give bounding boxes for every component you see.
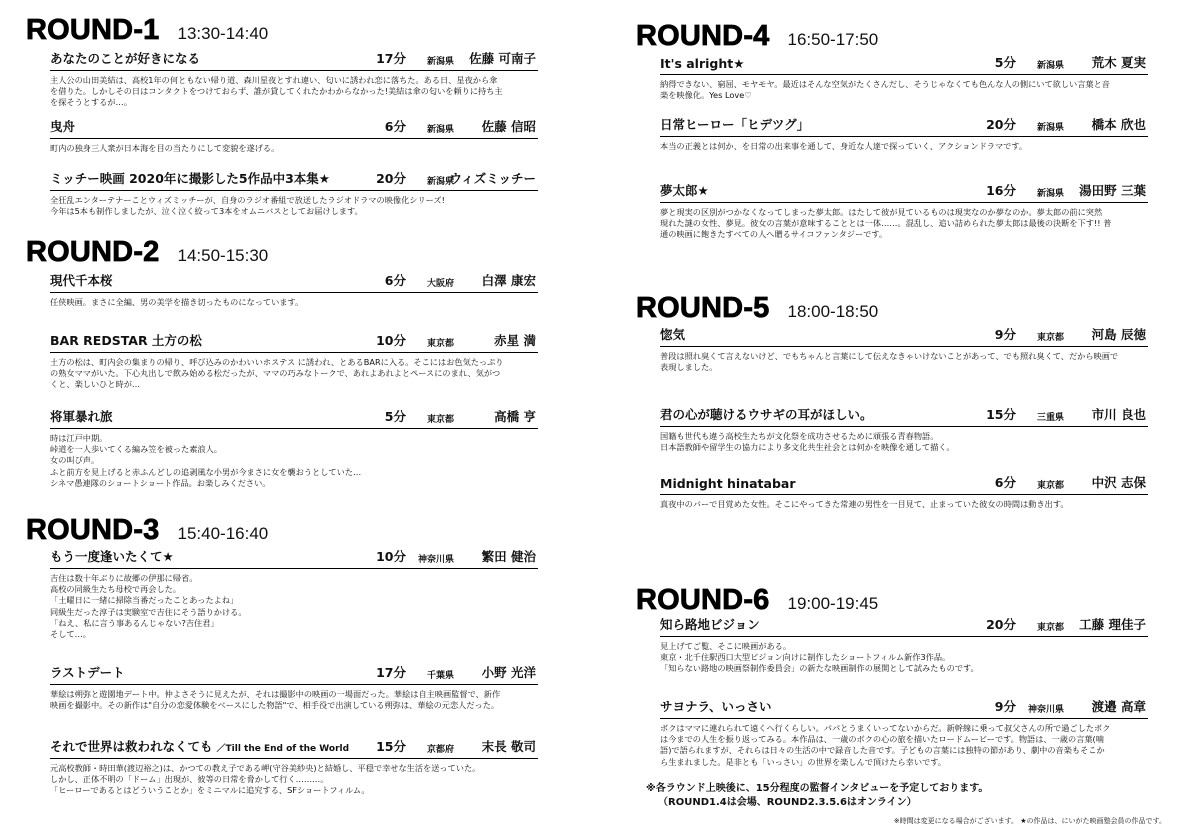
round-5-header — [636, 292, 878, 325]
footer-notes — [646, 782, 1166, 825]
film-title: Midnight hinatabar — [660, 476, 796, 491]
film-description: 見上げてご覧、そこに映画がある。 東京・北千住駅西口大型ビジョン向けに制作したショートフィルム新作3作品。 「知らない路地の映画祭制作委員会」の新たな映画制作の展開として試みたものです。 — [660, 641, 979, 674]
film-prefecture: 千葉県 — [426, 671, 454, 681]
round-time: 16:50-17:50 — [787, 30, 879, 49]
film-description: 真夜中のバーで目覚めた女性。そこにやってきた常連の男性を一目見て、止まっていた彼女の時間は動き出す。 — [660, 499, 1069, 509]
film-title-en: ／Till the End of the World — [216, 744, 350, 754]
round-title: ROUND-6 — [636, 584, 770, 616]
film-entry — [660, 614, 1148, 675]
film-title: ミッチー映画 2020年に撮影した5作品中3本集★ — [50, 171, 330, 186]
film-header — [660, 404, 1148, 427]
film-title-ja: それで世界は救われなくても — [50, 739, 213, 754]
film-prefecture: 新潟県 — [1036, 189, 1064, 199]
film-director: 繁田 健治 — [481, 549, 536, 564]
film-description: 普段は照れ臭くて言えないけど、でもちゃんと言葉にして伝えなきゃいけないことがあって、でも照れ臭くて、だから映画で 表現しました。 — [660, 351, 1119, 373]
film-entry — [50, 330, 538, 391]
film-entry — [50, 116, 538, 154]
film-director: 小野 光洋 — [481, 665, 536, 680]
film-duration: 20分 — [376, 171, 406, 186]
film-entry — [50, 406, 538, 489]
film-entry — [660, 696, 1148, 768]
film-title: BAR REDSTAR 土方の松 — [50, 333, 202, 348]
film-duration: 9分 — [994, 327, 1016, 342]
film-header — [660, 472, 1148, 495]
film-description: 納得できない、窮屈、モヤモヤ。最近はそんな空気がたくさんだし、そうじゃなくても色んな人の側にいて欲しい言葉と音 楽を映像化。Yes Love♡ — [660, 79, 1110, 101]
film-entry — [50, 736, 538, 797]
round-title: ROUND-1 — [26, 14, 160, 46]
film-duration: 5分 — [994, 55, 1016, 70]
round-time: 13:30-14:40 — [177, 24, 269, 43]
round-3-header — [26, 514, 268, 547]
film-header — [50, 330, 538, 353]
film-title: 惚気 — [660, 327, 686, 342]
film-description: 吉住は数十年ぶりに故郷の伊那に帰省。 高校の同級生たち母校で再会した。 「土曜日に一緒に掃除当番だったことあったよね」 同級生だった淳子は実験室で吉住にそう語りかける。 「ねえ、私に言う事あるんじゃない?吉住君」 そして…。 — [50, 573, 247, 640]
film-entry — [50, 270, 538, 308]
film-prefecture: 三重県 — [1036, 413, 1064, 423]
film-entry — [660, 324, 1148, 373]
film-director: 赤星 満 — [494, 333, 536, 348]
film-description: 元高校教師・時田華(渡辺裕之)は、かつての教え子である岬(守谷美紗央)と結婚し、平穏で幸せな生活を送っていた。 しかし、正体不明の「ドーム」出現が、彼等の日常を脅かして行く………。 「ヒーローであるとはどういうことか」をミニマルに追究する、SFショートフィルム。 — [50, 763, 481, 796]
film-description: 町内の独身三人衆が日本海を目の当たりにして変貌を遂げる。 — [50, 143, 280, 153]
film-header — [50, 736, 538, 759]
film-prefecture: 新潟県 — [1036, 61, 1064, 71]
film-title: サヨナラ、いっさい — [660, 699, 772, 714]
round-time: 18:00-18:50 — [787, 302, 879, 321]
round-2-header — [26, 236, 268, 269]
film-duration: 9分 — [994, 699, 1016, 714]
film-title: ラストデート — [50, 665, 125, 680]
film-entry — [50, 662, 538, 711]
film-header — [50, 116, 538, 139]
film-duration: 20分 — [986, 617, 1016, 632]
film-header — [50, 406, 538, 429]
film-director: 荒木 夏実 — [1091, 55, 1146, 70]
film-director: 末長 敬司 — [481, 739, 536, 754]
film-duration: 6分 — [994, 475, 1016, 490]
film-duration: 5分 — [384, 409, 406, 424]
film-director: 渡邉 高章 — [1091, 699, 1146, 714]
film-director: 高橋 亨 — [494, 409, 536, 424]
film-header — [50, 270, 538, 293]
film-duration: 20分 — [986, 117, 1016, 132]
film-duration: 10分 — [376, 549, 406, 564]
film-header — [660, 52, 1148, 75]
film-prefecture: 東京都 — [1036, 623, 1064, 633]
film-header — [660, 180, 1148, 203]
film-entry — [660, 180, 1148, 241]
film-director: 工藤 理佳子 — [1079, 617, 1146, 632]
round-time: 14:50-15:30 — [177, 246, 269, 265]
film-duration: 15分 — [376, 739, 406, 754]
film-description: 土方の松は、町内会の集まりの帰り、呼び込みのかわいいホステス に誘われ、とあるBARに入る。そこにはお色気たっぷり の熟女ママがいた。下心丸出しで飲み始める松だったが、ママの巧みなトークで、あれよあれよとペースにのまれ、気がつ くと、楽しいひと時が… — [50, 357, 504, 390]
film-description: 主人公の山田美結は、高校1年の何ともない帰り道、森川星夜とすれ違い、匂いに誘われ恋に落ちた。ある日、星夜から傘 を借りた。しかしその日はコンタクトをつけておらず、誰が貸してくれたかわからなかった!美結は傘の匂いを頼りに持ち主 を探そうとするが…。 — [50, 75, 503, 108]
film-director: 佐藤 信昭 — [481, 119, 536, 134]
film-header — [50, 168, 538, 191]
film-prefecture: 東京都 — [1036, 481, 1064, 491]
film-prefecture: 新潟県 — [1036, 123, 1064, 133]
film-description: 時は江戸中期。 峠道を一人歩いてくる編み笠を被った素浪人。 女の叫び声。 ふと前方を見上げると赤ふんどしの追剥風な小男が今まさに女を襲おうとしていた… シネマ愚連隊のショートショート作品。お楽しみください。 — [50, 433, 362, 488]
film-duration: 17分 — [376, 51, 406, 66]
film-director: 湯田野 三葉 — [1079, 183, 1146, 198]
film-prefecture: 神奈川県 — [1027, 705, 1064, 715]
film-entry — [50, 546, 538, 640]
film-director: 河島 辰徳 — [1091, 327, 1146, 342]
film-header — [660, 114, 1148, 137]
film-director: 橋本 欣也 — [1091, 117, 1146, 132]
film-prefecture: 東京都 — [426, 415, 454, 425]
disclaimer-note: ※時間は変更になる場合がございます。 ★の作品は、にいがた映画塾会員の作品です。 — [893, 817, 1166, 825]
film-prefecture: 京都府 — [426, 745, 454, 755]
film-header — [50, 48, 538, 71]
film-title: あなたのことが好きになる — [50, 51, 201, 66]
film-header — [660, 696, 1148, 719]
film-entry — [50, 48, 538, 109]
film-title: 日常ヒーロー「ヒデツグ」 — [660, 117, 810, 132]
round-1-header — [26, 14, 268, 47]
film-description: 華絵は朔弥と遊園地デート中。仲よさそうに見えたが、それは撮影中の映画の一場面だった。華絵は自主映画監督で、新作 映画を撮影中。その新作は"自分の恋愛体験をベースにした物語"で、相手役で出演している朔弥は、華絵の元恋人だった。 — [50, 689, 501, 711]
film-entry — [660, 52, 1148, 101]
film-title: 君の心が聴けるウサギの耳がほしい。 — [660, 407, 873, 422]
film-prefecture: 新潟県 — [426, 125, 454, 135]
interview-note: ※各ラウンド上映後に、15分程度の監督インタビューを予定しております。 — [646, 783, 989, 794]
film-header — [660, 324, 1148, 347]
film-director: 市川 良也 — [1091, 407, 1146, 422]
film-description: 任侠映画。まさに全編、男の美学を描き切ったものになっています。 — [50, 297, 304, 307]
round-time: 15:40-16:40 — [177, 524, 269, 543]
venue-note: （ROUND1.4は会場、ROUND2.3.5.6はオンライン） — [658, 797, 917, 808]
round-6-header — [636, 584, 878, 617]
film-duration: 6分 — [384, 273, 406, 288]
film-description: 本当の正義とは何か、を日常の出来事を通して、身近な人達で探っていく、アクションドラマです。 — [660, 141, 1028, 151]
round-title: ROUND-2 — [26, 236, 160, 268]
film-prefecture: 大阪府 — [426, 279, 454, 289]
film-duration: 6分 — [384, 119, 406, 134]
film-director: ウィズミッチー — [449, 171, 536, 186]
film-title: 将軍暴れ旅 — [50, 409, 113, 424]
film-title: もう一度逢いたくて★ — [50, 549, 174, 564]
film-prefecture: 新潟県 — [426, 177, 454, 187]
film-title — [50, 737, 349, 755]
film-director: 中沢 志保 — [1091, 475, 1146, 490]
film-duration: 17分 — [376, 665, 406, 680]
film-prefecture: 東京都 — [426, 339, 454, 349]
film-description: ボクはママに連れられて遠くへ行くらしい。パパとうまくいってないからだ。新幹線に乗って叔父さんの所で過ごしたボク は今までの人生を振り返ってみる。本作品は、一歳のボクの心の旅を描いたロードムービーです。物語は、一歳の言葉(喃 語)で語られますが、それらは日々の生活の中で録音した音です。子どもの言葉には独特の節があり、劇中の音楽もそこか ら生まれました。是非とも「いっさい」の世界を楽しんで頂けたら幸いです。 — [660, 723, 1111, 767]
film-description: 夢と現実の区別がつかなくなってしまった夢太郎。はたして彼が見ているものは現実なのか夢なのか。夢太郎の前に突然 現れた謎の女性、夢見。彼女の言葉が意味することとは一体……。混乱し、追い詰められた夢太郎は最後の決断を下す!! 普 通の映画に飽きたすべての人へ贈るサイコファンタジーです。 — [660, 207, 1112, 240]
round-title: ROUND-4 — [636, 20, 770, 52]
film-duration: 10分 — [376, 333, 406, 348]
film-header — [660, 614, 1148, 637]
film-director: 白澤 康宏 — [481, 273, 536, 288]
film-entry — [660, 404, 1148, 453]
round-title: ROUND-3 — [26, 514, 160, 546]
film-title: 知ら路地ビジョン — [660, 617, 760, 632]
film-duration: 16分 — [986, 183, 1016, 198]
film-prefecture: 神奈川県 — [417, 555, 454, 565]
film-entry — [660, 114, 1148, 152]
film-title: 現代千本桜 — [50, 273, 113, 288]
film-description: 国籍も世代も違う高校生たちが文化祭を成功させるために頑張る青春物語。 日本語教師や留学生の協力により多文化共生社会とは何かを映像を通して描く。 — [660, 431, 955, 453]
film-duration: 15分 — [986, 407, 1016, 422]
film-entry — [50, 168, 538, 217]
film-title: 曳舟 — [50, 119, 76, 134]
round-4-header — [636, 20, 878, 53]
film-description: 全狂乱エンターテナーことウィズミッチーが、自身のラジオ番組で放送したラジオドラマの映像化シリーズ! 今年は5本も制作しましたが、泣く泣く絞って3本をオムニバスとしてお届けします。 — [50, 195, 445, 217]
film-header — [50, 546, 538, 569]
film-title: 夢太郎★ — [660, 183, 709, 198]
film-title: It's alright★ — [660, 56, 745, 71]
film-prefecture: 東京都 — [1036, 333, 1064, 343]
film-entry — [660, 472, 1148, 510]
round-time: 19:00-19:45 — [787, 594, 879, 613]
film-header — [50, 662, 538, 685]
round-title: ROUND-5 — [636, 292, 770, 324]
film-prefecture: 新潟県 — [426, 57, 454, 67]
film-director: 佐藤 可南子 — [469, 51, 536, 66]
